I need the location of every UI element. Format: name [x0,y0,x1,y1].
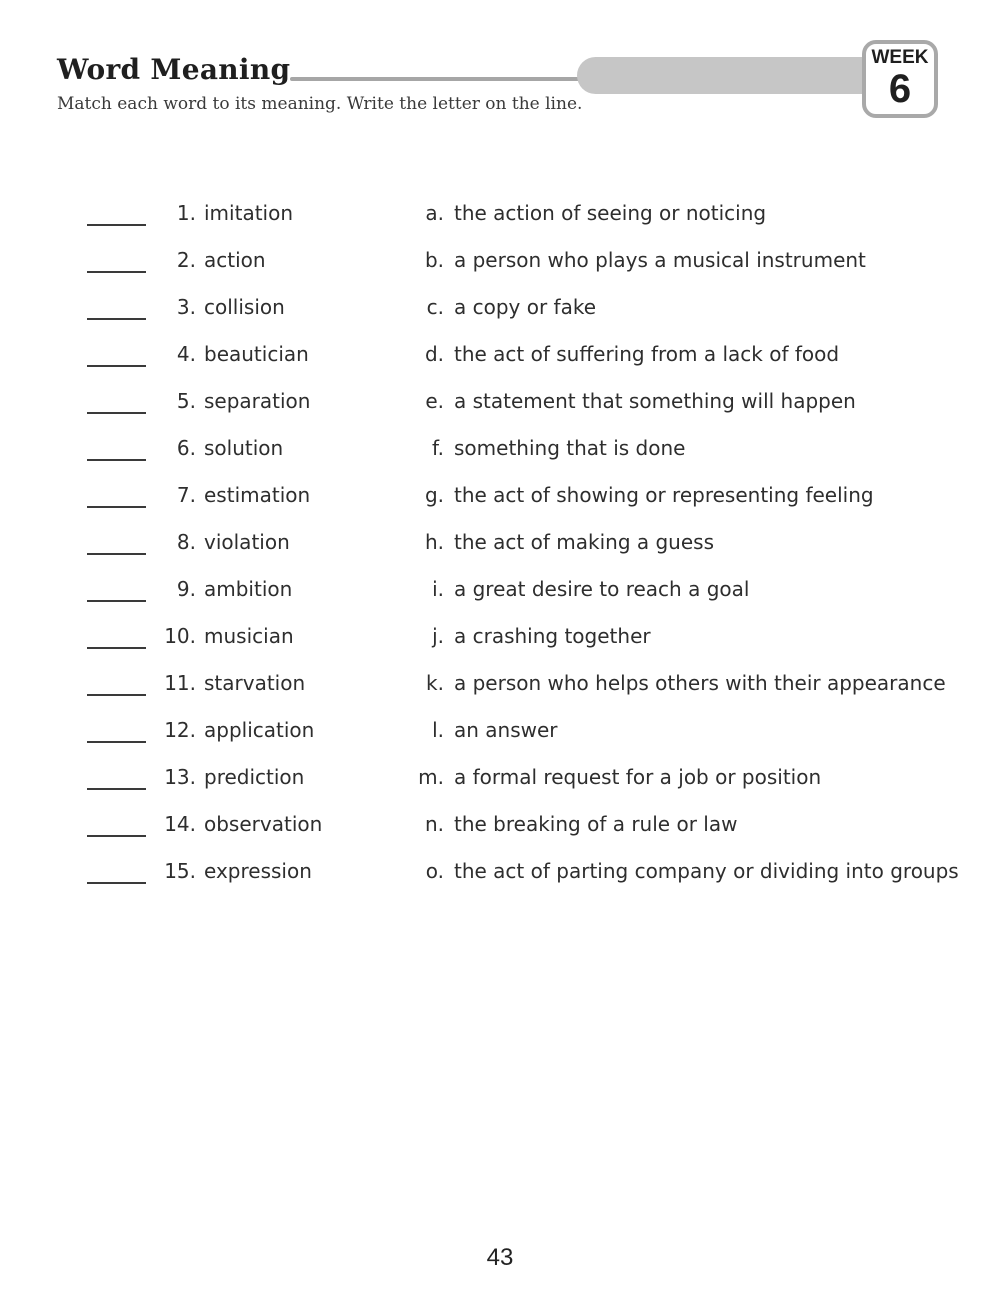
vocabulary-word: observation [204,812,323,836]
match-row [0,342,1000,382]
vocabulary-word: estimation [204,483,311,507]
word-number: 14. [164,812,196,836]
week-number: 6 [888,67,912,111]
answer-blank[interactable] [87,412,146,414]
match-row [0,812,1000,852]
word-number: 5. [176,389,196,413]
word-number: 10. [164,624,196,648]
word-number: 12. [164,718,196,742]
header-bar [577,57,897,94]
vocabulary-word: imitation [204,201,294,225]
meaning-letter: a. [425,201,444,225]
meaning-text: the action of seeing or noticing [454,201,767,225]
meaning-text: the breaking of a rule or law [454,812,738,836]
vocabulary-word: beautician [204,342,309,366]
week-label: WEEK [871,47,929,68]
word-number: 15. [164,859,196,883]
meaning-text: a person who plays a musical instrument [454,248,866,272]
vocabulary-word: collision [204,295,285,319]
meaning-text: a formal request for a job or position [454,765,822,789]
meaning-letter: d. [424,342,444,366]
answer-blank[interactable] [87,600,146,602]
meaning-text: a great desire to reach a goal [454,577,750,601]
vocabulary-word: solution [204,436,284,460]
answer-blank[interactable] [87,553,146,555]
vocabulary-word: starvation [204,671,306,695]
match-row [0,530,1000,570]
vocabulary-word: application [204,718,315,742]
meaning-letter: j. [432,624,444,648]
meaning-text: a crashing together [454,624,651,648]
word-number: 8. [176,530,196,554]
meaning-text: the act of showing or representing feeling [454,483,874,507]
match-row [0,389,1000,429]
match-row [0,671,1000,711]
word-number: 6. [176,436,196,460]
answer-blank[interactable] [87,788,146,790]
answer-blank[interactable] [87,224,146,226]
match-row [0,859,1000,899]
match-row [0,436,1000,476]
meaning-letter: e. [425,389,444,413]
meaning-text: the act of making a guess [454,530,714,554]
match-row [0,248,1000,288]
word-number: 3. [176,295,196,319]
meaning-text: the act of suffering from a lack of food [454,342,840,366]
week-badge [862,40,938,118]
meaning-text: the act of parting company or dividing into groups [454,859,959,883]
match-row [0,718,1000,758]
vocabulary-word: action [204,248,266,272]
answer-blank[interactable] [87,318,146,320]
meaning-text: a person who helps others with their appearance [454,671,946,695]
meaning-letter: l. [432,718,444,742]
match-row [0,577,1000,617]
meaning-text: a statement that something will happen [454,389,856,413]
answer-blank[interactable] [87,882,146,884]
meaning-letter: m. [418,765,444,789]
vocabulary-word: ambition [204,577,293,601]
vocabulary-word: violation [204,530,290,554]
word-number: 4. [176,342,196,366]
meaning-letter: i. [432,577,444,601]
meaning-letter: g. [424,483,444,507]
page-number: 43 [486,1244,514,1271]
answer-blank[interactable] [87,506,146,508]
answer-blank[interactable] [87,365,146,367]
answer-blank[interactable] [87,835,146,837]
word-number: 2. [176,248,196,272]
word-number: 7. [176,483,196,507]
vocabulary-word: prediction [204,765,305,789]
meaning-text: something that is done [454,436,686,460]
match-row [0,483,1000,523]
word-number: 11. [164,671,196,695]
match-row [0,765,1000,805]
meaning-letter: f. [432,436,444,460]
vocabulary-word: musician [204,624,294,648]
vocabulary-word: separation [204,389,311,413]
match-row [0,624,1000,664]
instructions: Match each word to its meaning. Write the letter on the line. [57,94,583,114]
answer-blank[interactable] [87,741,146,743]
page-title: Word Meaning [57,53,291,86]
answer-blank[interactable] [87,647,146,649]
meaning-letter: b. [424,248,444,272]
word-number: 9. [176,577,196,601]
answer-blank[interactable] [87,271,146,273]
meaning-letter: h. [424,530,444,554]
word-number: 13. [164,765,196,789]
meaning-text: a copy or fake [454,295,597,319]
meaning-letter: o. [425,859,444,883]
meaning-letter: n. [424,812,444,836]
answer-blank[interactable] [87,459,146,461]
meaning-text: an answer [454,718,558,742]
answer-blank[interactable] [87,694,146,696]
match-row [0,201,1000,241]
match-row [0,295,1000,335]
meaning-letter: k. [426,671,444,695]
header-rule [290,77,585,81]
word-number: 1. [176,201,196,225]
vocabulary-word: expression [204,859,312,883]
meaning-letter: c. [426,295,444,319]
